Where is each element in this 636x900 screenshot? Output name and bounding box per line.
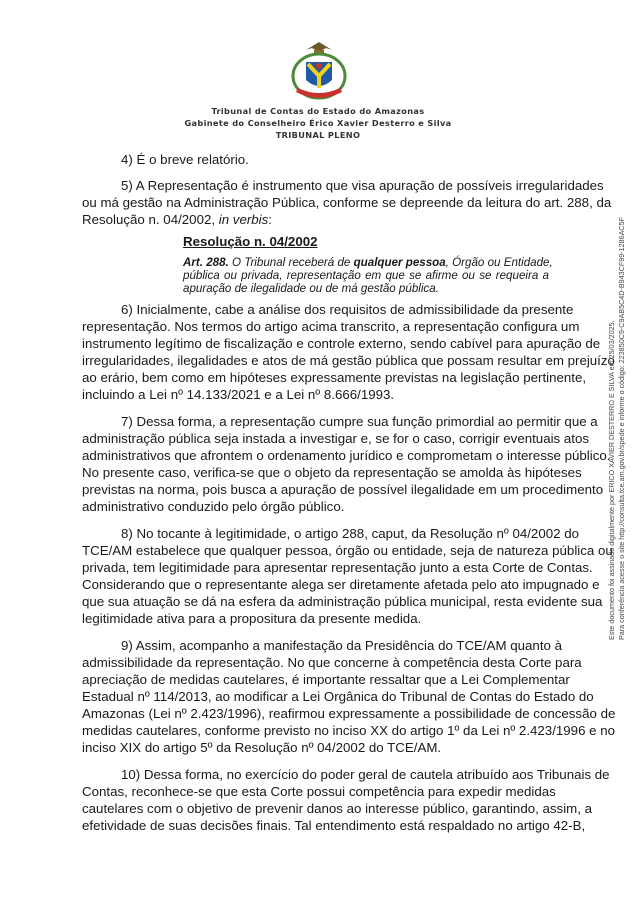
paragraph-5-line: ou má gestão na Administração Pública, conforme se depreende da leitura do art. 288, da [82,195,612,210]
paragraph-6-line: irregularidades, ilegalidades e atos de má gestão pública que possam resultar em prejuízo [82,353,615,368]
paragraph-10-line: cautelares com o objetivo de prevenir danos ao interesse público, garantindo, assim, a [82,801,593,816]
citation-title: Resolução n. 04/2002 [183,234,318,249]
paragraph-6-line: 6) Inicialmente, cabe a análise dos requisitos de admissibilidade da presente [121,302,574,317]
paragraph-6-line: ao erário, bem como em hipóteses expressamente previstas na legislação pertinente, [82,370,587,385]
signature-stamp-line-2: Para conferência acesse o site http://consulta.tce.am.gov.br/spede e informe o código: 223850C9-C9AB5C4D-B943CF99-1286AC5F [617,217,626,640]
paragraph-8-line: que sua atuação se dá na esfera da administração pública municipal, resta evidente sua [82,594,603,609]
paragraph-7-line: administração pública seja instada a investigar e, se for o caso, corrigir eventuais atos [82,431,590,446]
paragraph-6-line: representação. Nos termos do artigo acima transcrito, a representação configura um [82,319,580,334]
header-court-name: Tribunal de Contas do Estado do Amazonas [211,106,425,116]
paragraph-7-line: administrativo conduzido pelo órgão público. [82,499,345,514]
signature-stamp-line-1: Este documento foi assinado digitalmente por ERICO XAVIER DESTERRO E SILVA em 25/03/2025. [607,320,616,640]
citation-article-label: Art. 288. [183,256,229,269]
header-plenary: TRIBUNAL PLENO [275,130,361,140]
citation-line [183,256,553,270]
paragraph-7-line: administrativos que afrontem o ordenamento jurídico e comprometam o interesse público. [82,448,611,463]
citation-text: O Tribunal receberá de [228,256,354,269]
paragraph-9-line: medidas cautelares, conforme previsto no inciso XX do artigo 1º da Lei nº 2.423/1996 e no [82,723,616,738]
paragraph-9-line: inciso XIX do artigo 5º da Resolução nº 04/2002 do TCE/AM. [82,740,442,755]
paragraph-8-line: TCE/AM estabelece que qualquer pessoa, órgão ou entidade, seja de natureza pública ou [82,543,613,558]
paragraph-8-line: Considerando que o representante alega ser diretamente afetada pelo ato impugnado e [82,577,600,592]
paragraph-7-line: previstas na norma, pois busca a apuração de possível ilegalidade em um procedimento [82,482,604,497]
citation-line: pública ou privada, representação em que se afirme ou se requeira a [183,269,549,282]
paragraph-10-line: 10) Dessa forma, no exercício do poder geral de cautela atribuído aos Tribunais de [121,767,610,782]
paragraph-9-line: apreciação de medidas cautelares, é importante ressaltar que a Lei Complementar [82,672,570,687]
paragraph-4: 4) É o breve relatório. [121,152,249,167]
citation-bold-text: qualquer pessoa [353,256,446,269]
paragraph-7-line: No presente caso, verifica-se que o objeto da representação se amolda às hipóteses [82,465,582,480]
paragraph-10-line: Contas, reconhece-se que esta Corte possui competência para expedir medidas [82,784,556,799]
paragraph-8-line: 8) No tocante à legitimidade, o artigo 288, caput, da Resolução nº 04/2002 do [121,526,579,541]
paragraph-9-line: Amazonas (Lei nº 2.423/1996), reafirmou expressamente a possibilidade de concessão de [82,706,616,721]
paragraph-5-line: Resolução n. 04/2002, in verbis: [82,212,272,227]
paragraph-5-line: 5) A Representação é instrumento que visa apuração de possíveis irregularidades [121,178,604,193]
citation-line: apuração de ilegalidade ou de má gestão pública. [183,282,439,295]
paragraph-9-line: admissibilidade da representação. No que concerne à competência desta Corte para [82,655,582,670]
header-office-name: Gabinete do Conselheiro Érico Xavier Desterro e Silva [184,118,452,128]
citation-text: , Órgão ou Entidade, [445,256,553,269]
paragraph-7-line: 7) Dessa forma, a representação cumpre sua função primordial ao permitir que a [121,414,598,429]
paragraph-9-line: Estadual nº 114/2013, ao modificar a Lei Orgânica do Tribunal de Contas do Estado do [82,689,594,704]
paragraph-6-line: instrumento legítimo de fiscalização e controle externo, sendo cabível para apuração de [82,336,601,351]
paragraph-6-line: incluindo a Lei nº 14.133/2021 e a Lei nº 8.666/1993. [82,387,395,402]
coat-of-arms-icon [286,38,352,102]
paragraph-8-line: privada, tem legitimidade para apresentar representação junto a esta Corte de Contas. [82,560,593,575]
paragraph-10-line: efetividade de suas decisões finais. Tal entendimento está respaldado no artigo 42-B, [82,818,586,833]
paragraph-9-line: 9) Assim, acompanho a manifestação da Presidência do TCE/AM quanto à [121,638,563,653]
paragraph-8-line: legitimidade ativa para a propositura da presente medida. [82,611,422,626]
